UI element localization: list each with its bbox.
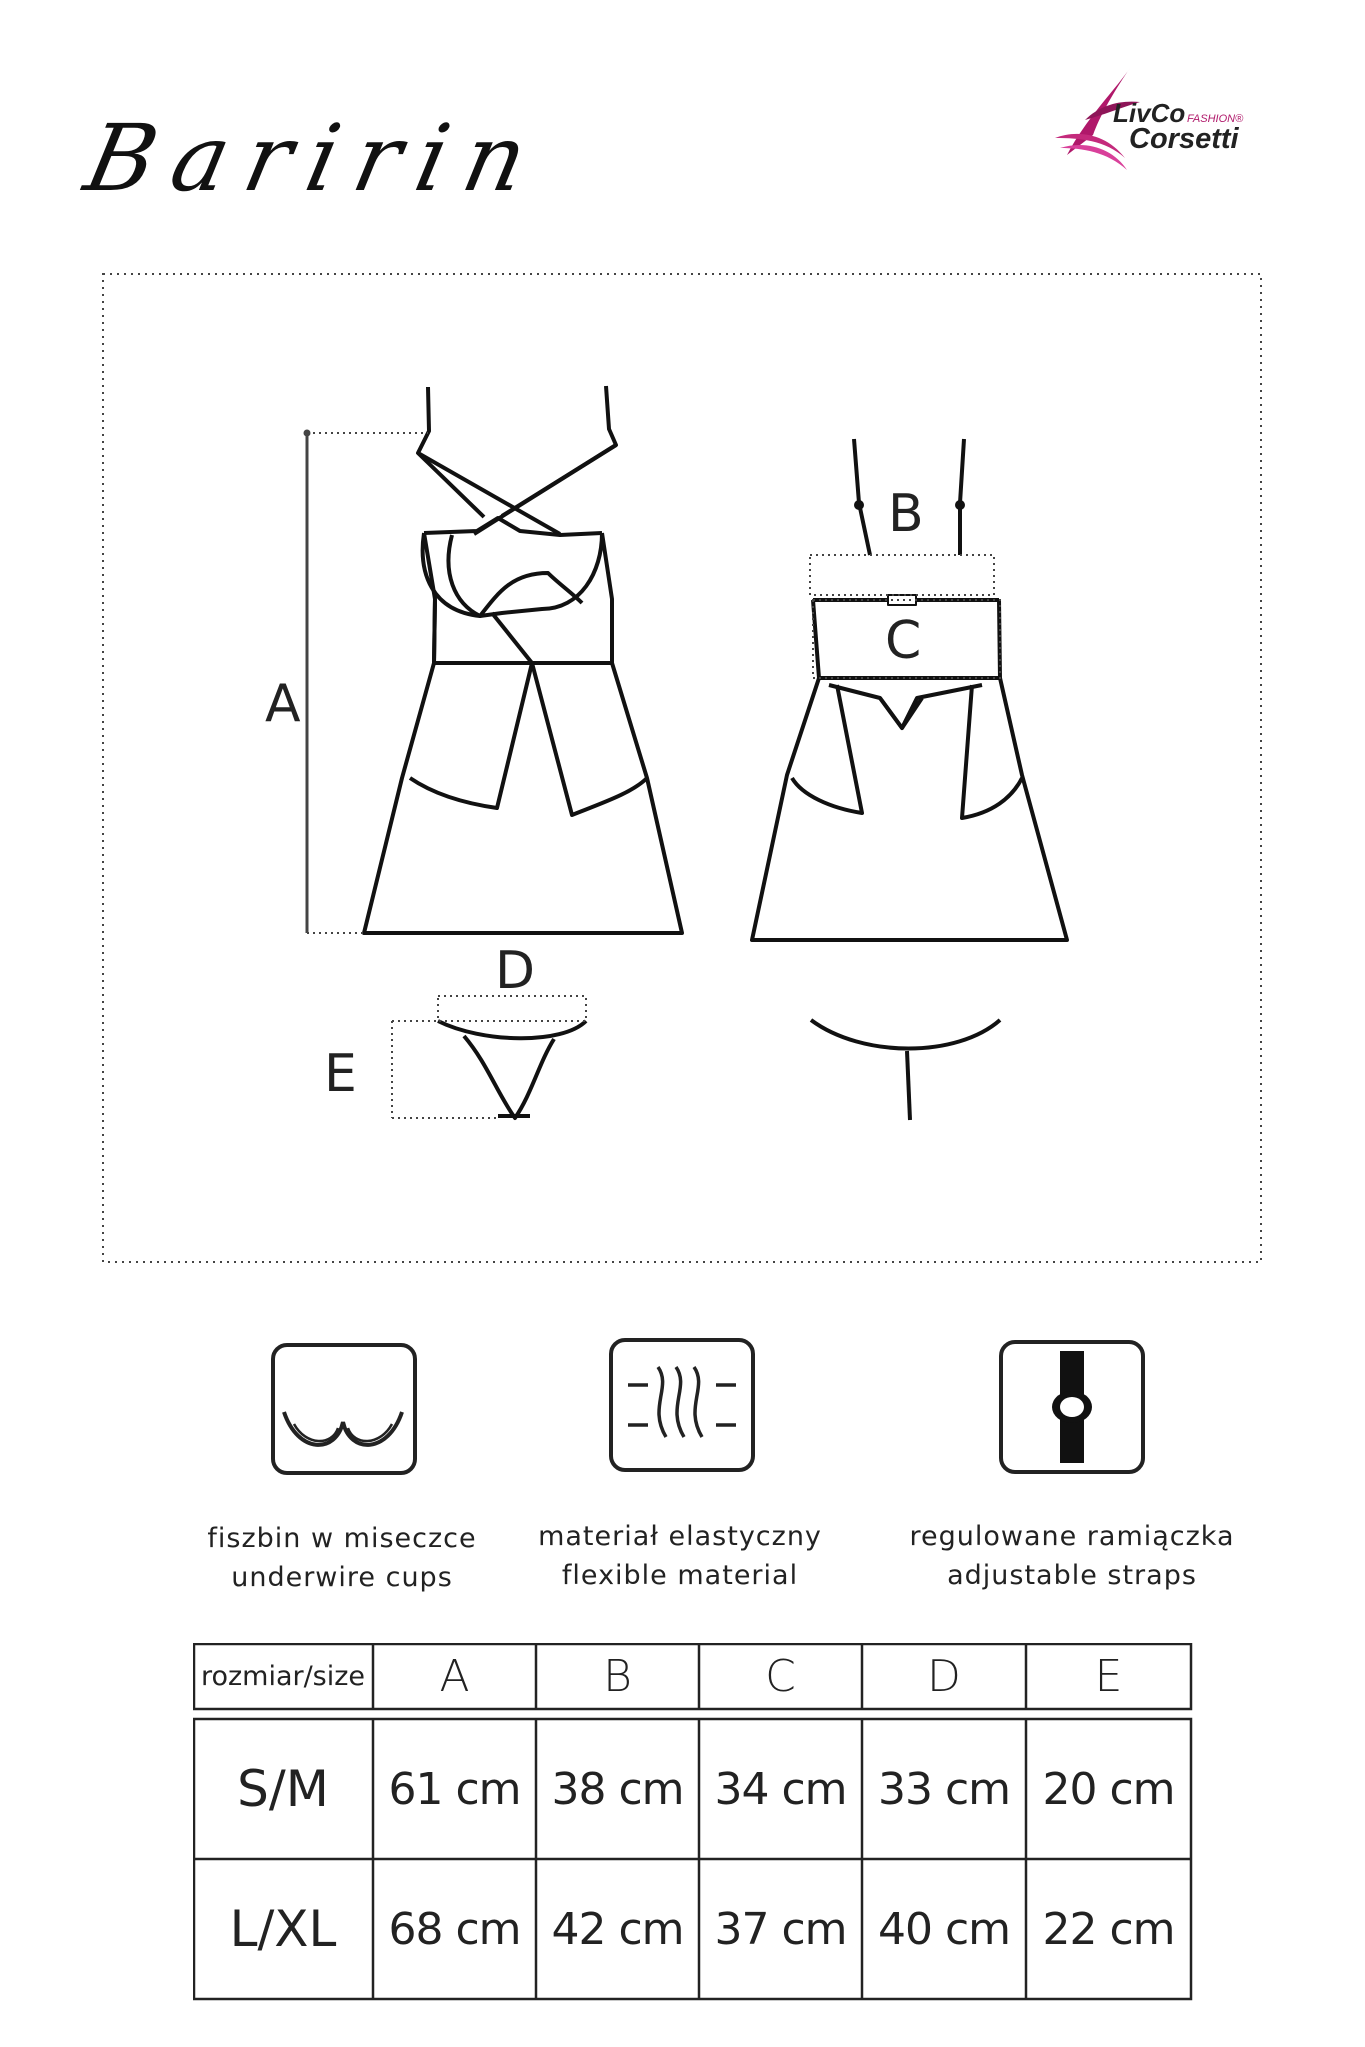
feature-adjustable-straps bbox=[862, 1517, 1282, 1595]
feature-label-pl: fiszbin w miseczce bbox=[207, 1523, 477, 1554]
cell-d: 40 cm bbox=[877, 1903, 1011, 1955]
logo-corsetti: Corsetti bbox=[1129, 123, 1239, 155]
row-size-label: L/XL bbox=[229, 1900, 337, 1958]
label-e: E bbox=[324, 1044, 357, 1104]
header-b: B bbox=[603, 1650, 632, 1702]
logo-livco: LivCo bbox=[1113, 98, 1186, 128]
thong-front bbox=[438, 1021, 586, 1118]
adjustable-straps-icon bbox=[998, 1339, 1146, 1475]
underwire-cups-icon bbox=[270, 1342, 418, 1476]
diagram-border bbox=[103, 274, 1261, 1262]
flexible-material-icon bbox=[608, 1337, 756, 1473]
cell-b: 42 cm bbox=[551, 1903, 684, 1955]
row-size-label: S/M bbox=[237, 1760, 329, 1818]
dimension-d-e bbox=[392, 996, 586, 1118]
feature-label-pl: regulowane ramiączka bbox=[909, 1521, 1235, 1552]
feature-label-en: adjustable straps bbox=[947, 1560, 1197, 1591]
header-size: rozmiar/size bbox=[200, 1660, 366, 1692]
header-a: A bbox=[439, 1650, 470, 1702]
feature-label-en: flexible material bbox=[561, 1560, 799, 1591]
label-b: B bbox=[888, 484, 924, 544]
header-d: D bbox=[927, 1650, 961, 1702]
cell-a: 68 cm bbox=[388, 1903, 521, 1955]
header-c: C bbox=[765, 1650, 796, 1702]
chemise-front bbox=[364, 386, 682, 933]
cell-c: 37 cm bbox=[714, 1903, 847, 1955]
label-d: D bbox=[495, 941, 536, 1001]
feature-flexible-material bbox=[470, 1517, 890, 1595]
feature-label-pl: materiał elastyczny bbox=[538, 1521, 822, 1552]
cell-b: 38 cm bbox=[551, 1763, 684, 1815]
dimension-a bbox=[304, 430, 428, 933]
brand-logo bbox=[1045, 60, 1275, 180]
cell-a: 61 cm bbox=[388, 1763, 521, 1815]
cell-e: 20 cm bbox=[1042, 1763, 1175, 1815]
feature-label-en: underwire cups bbox=[231, 1562, 453, 1593]
cell-c: 34 cm bbox=[714, 1763, 847, 1815]
thong-back bbox=[811, 1020, 1000, 1120]
size-table bbox=[193, 1643, 1193, 2003]
label-c: C bbox=[885, 611, 922, 671]
cell-e: 22 cm bbox=[1042, 1903, 1175, 1955]
logo-fashion: FASHION® bbox=[1187, 113, 1244, 125]
header-e: E bbox=[1094, 1650, 1123, 1702]
garment-diagram bbox=[102, 273, 1262, 1263]
label-a: A bbox=[265, 674, 301, 734]
cell-d: 33 cm bbox=[877, 1763, 1011, 1815]
product-title: Baririn bbox=[76, 105, 554, 212]
